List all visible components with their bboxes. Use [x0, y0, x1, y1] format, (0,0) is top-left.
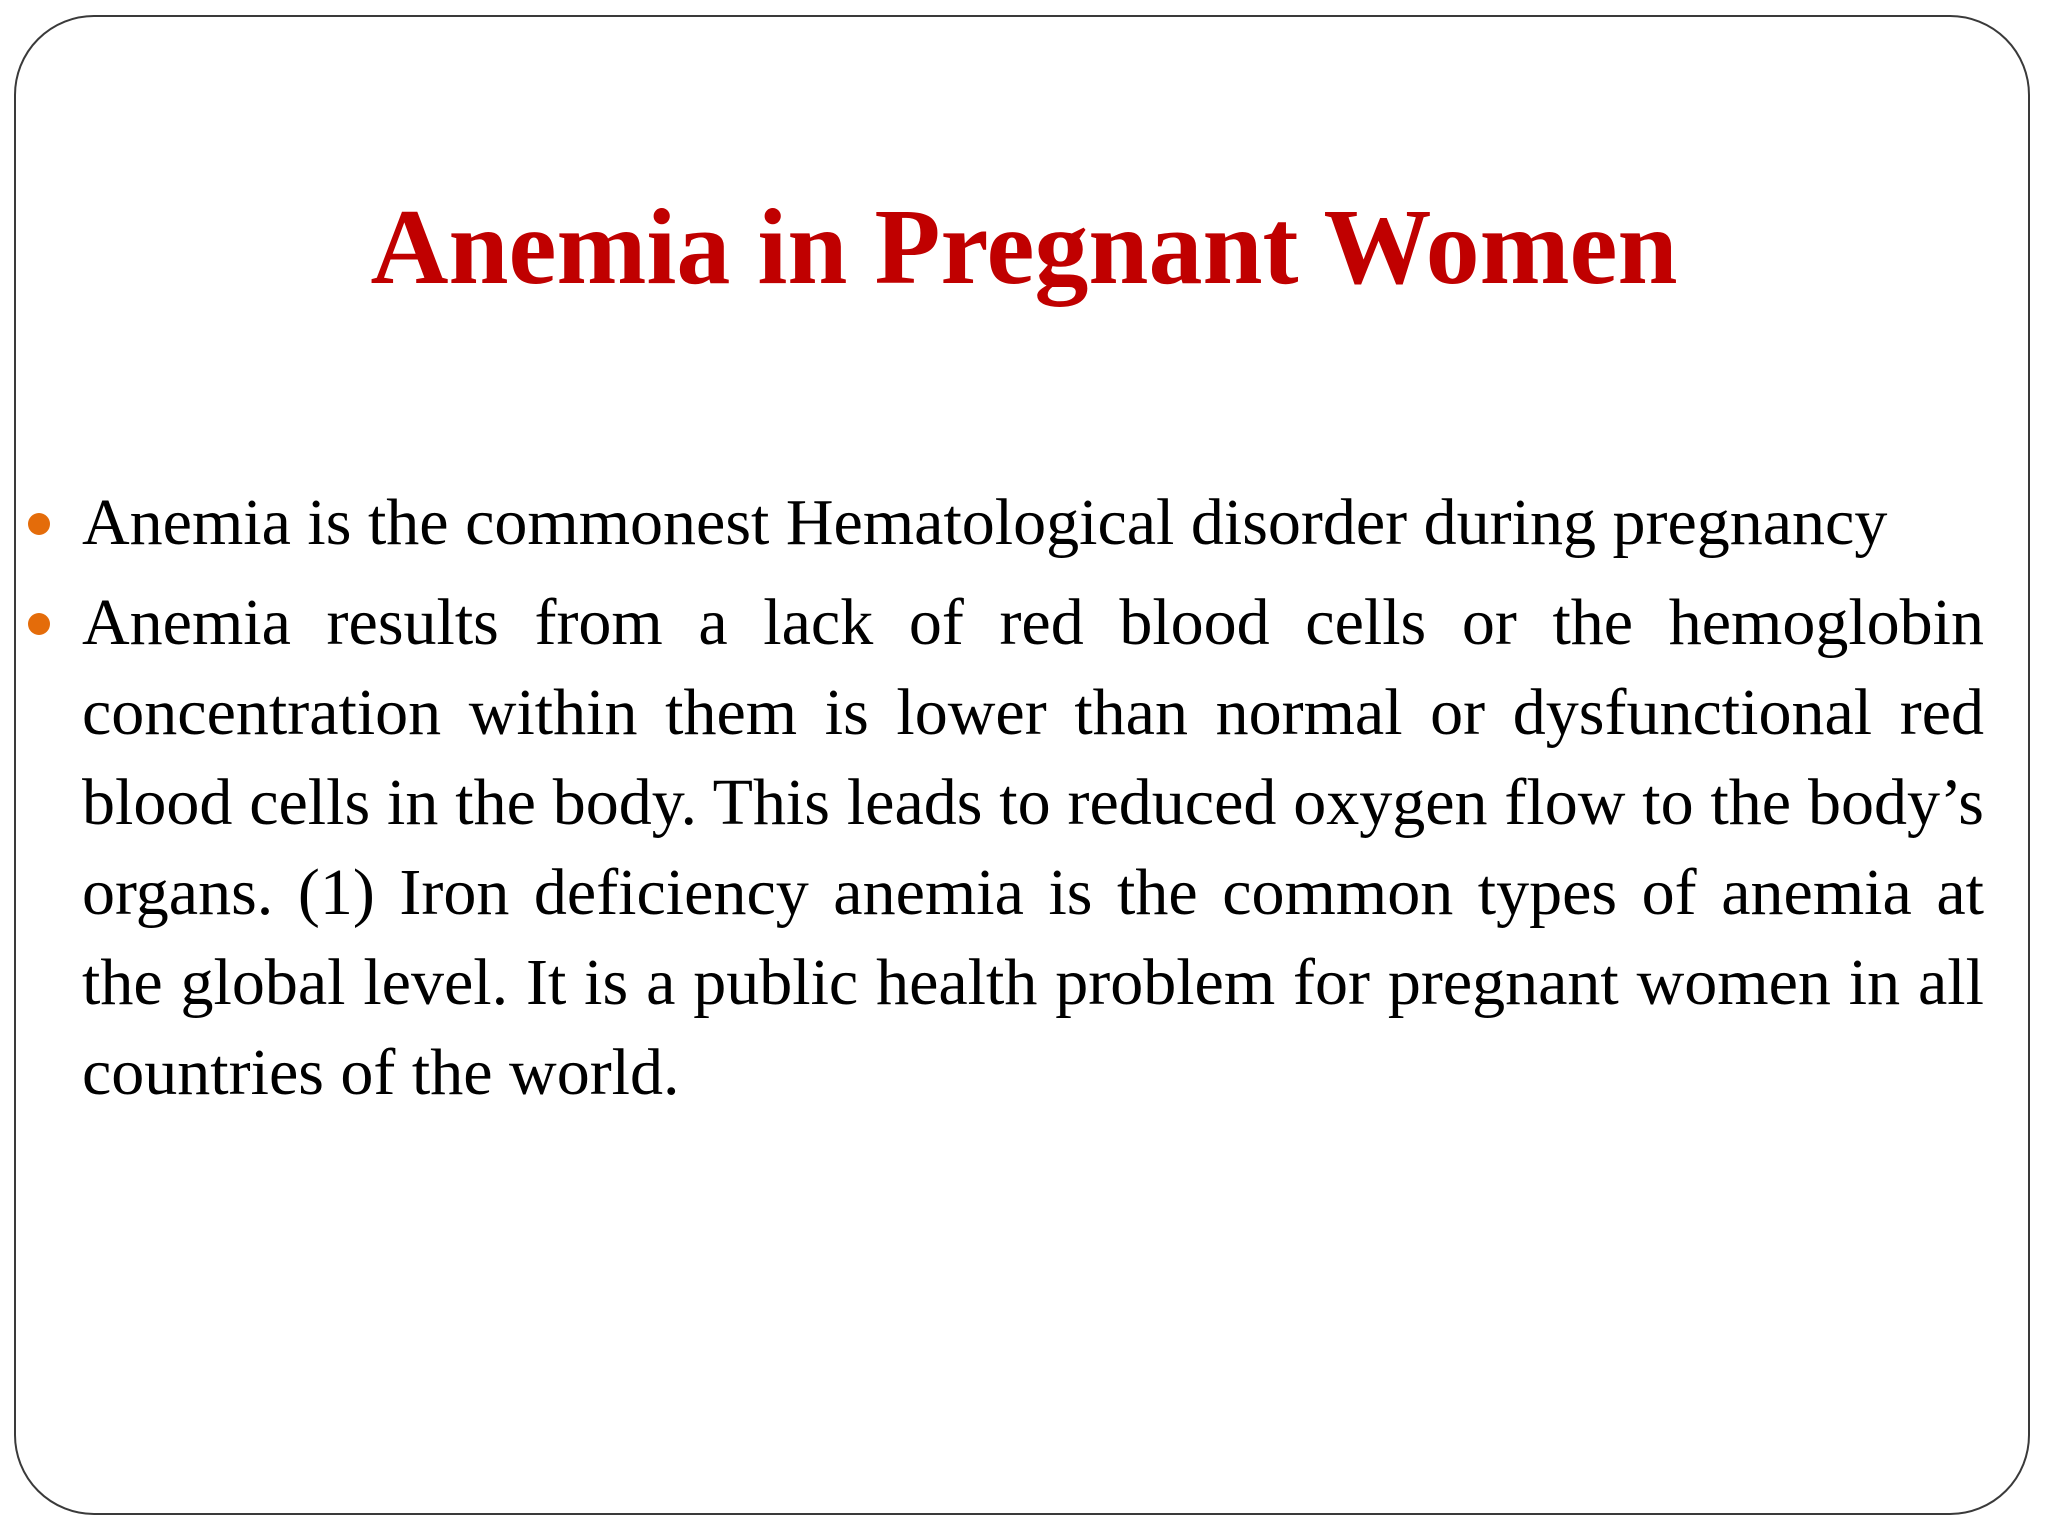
bullet-text-1: Anemia is the commonest Hematological disorder during pregnancy: [82, 486, 1888, 559]
bullet-dot-icon: [28, 613, 50, 635]
bullet-item-2: [82, 578, 1984, 1118]
bullet-item-1: [82, 478, 1984, 568]
bullet-text-2: Anemia results from a lack of red blood cells or the hemoglobin concentration within them is lower than normal or dysfunctional red blood cells in the body. This leads to reduced oxygen flow to the body’s organs. (1) Iron deficiency anemia is the common types of anemia at the global level. It is a public health problem for pregnant women in all countries of the world.: [82, 586, 1984, 1109]
bullet-dot-icon: [28, 513, 50, 535]
bullet-list: [82, 478, 1984, 1128]
slide-title: Anemia in Pregnant Women: [370, 188, 1678, 307]
